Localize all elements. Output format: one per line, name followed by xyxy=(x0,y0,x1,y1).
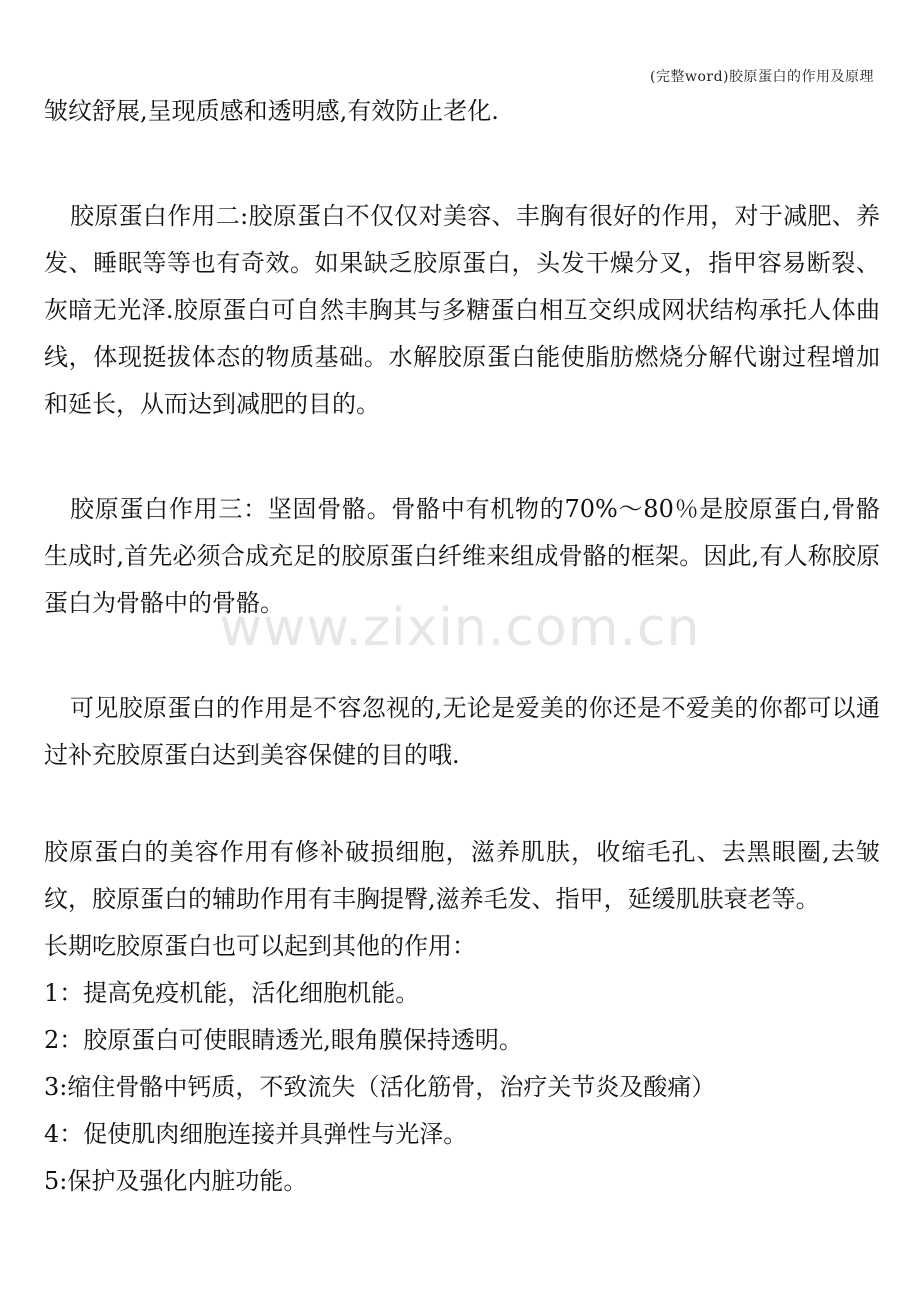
paragraph-beauty-effects: 胶原蛋白的美容作用有修补破损细胞，滋养肌肤，收缩毛孔、去黑眼圈,去皱纹，胶原蛋白的辅助作用有丰胸提臀,滋养毛发、指甲，延缓肌肤衰老等。 xyxy=(44,838,880,913)
paragraph-spacer xyxy=(44,779,880,829)
paragraph-continuation: 皱纹舒展,呈现质感和透明感,有效防止老化. xyxy=(44,97,499,125)
list-item: 2：胶原蛋白可使眼睛透光,眼角膜保持透明。 xyxy=(44,1026,523,1054)
list-item: 4：促使肌肉细胞连接并具弹性与光泽。 xyxy=(44,1120,468,1148)
paragraph-spacer xyxy=(44,135,880,193)
document-body xyxy=(44,88,880,1205)
paragraph-spacer xyxy=(44,428,880,486)
list-item: 3:缩住骨骼中钙质，不致流失（活化筋骨，治疗关节炎及酸痛） xyxy=(44,1073,716,1101)
paragraph-spacer xyxy=(44,627,880,685)
running-header: (完整word)胶原蛋白的作用及原理 xyxy=(650,69,874,85)
paragraph-effect-three: 胶原蛋白作用三：坚固骨骼。骨骼中有机物的70%～80％是胶原蛋白,骨骼生成时,首先必须合成充足的胶原蛋白纤维来组成骨骼的框架。因此,有人称胶原蛋白为骨骼中的骨骼。 xyxy=(44,495,880,617)
paragraph-summary: 可见胶原蛋白的作用是不容忽视的,无论是爱美的你还是不爱美的你都可以通过补充胶原蛋白达到美容保健的目的哦. xyxy=(44,694,880,769)
list-item: 1：提高免疫机能，活化细胞机能。 xyxy=(44,979,420,1007)
paragraph-effect-two: 胶原蛋白作用二:胶原蛋白不仅仅对美容、丰胸有很好的作用，对于减肥、养发、睡眠等等也有奇效。如果缺乏胶原蛋白，头发干燥分叉，指甲容易断裂、灰暗无光泽.胶原蛋白可自然丰胸其与多糖蛋白相互交织成网状结构承托人体曲线，体现挺拔体态的物质基础。水解胶原蛋白能使脂肪燃烧分解代谢过程增加和延长，从而达到减肥的目的。 xyxy=(44,202,880,418)
paragraph-list-intro: 长期吃胶原蛋白也可以起到其他的作用： xyxy=(44,932,476,960)
watermark: www.zixin.com.cn xyxy=(219,598,701,658)
list-item: 5:保护及强化内脏功能。 xyxy=(44,1167,308,1195)
